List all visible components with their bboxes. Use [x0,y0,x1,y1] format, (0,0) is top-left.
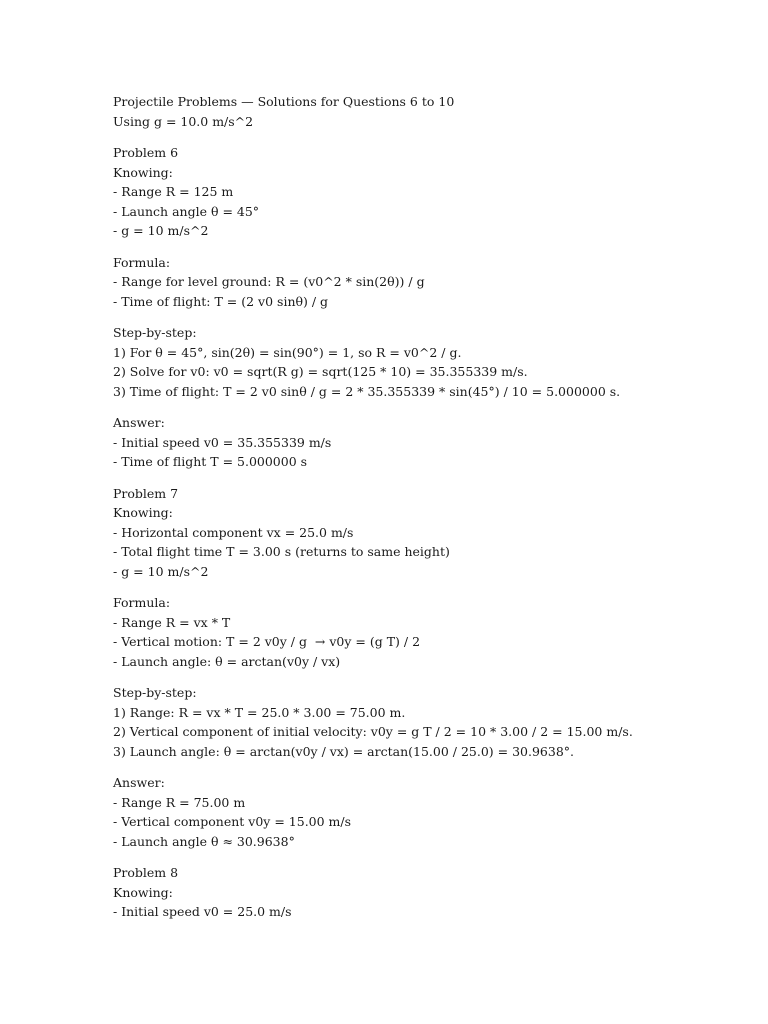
knowing-item: - Horizontal component vx = 25.0 m/s [113,524,354,540]
step-item: 3) Time of flight: T = 2 v0 sinθ / g = 2 * 35.355339 * sin(45°) / 10 = 5.000000 s. [113,383,621,399]
step-item: 3) Launch angle: θ = arctan(v0y / vx) = arctan(15.00 / 25.0) = 30.9638°. [113,743,575,759]
knowing-item: - Launch angle θ = 45° [113,203,260,219]
formula-label: Formula: [113,254,171,270]
step-item: 2) Solve for v0: v0 = sqrt(R g) = sqrt(125 * 10) = 35.355339 m/s. [113,364,528,379]
problem-6-heading: Problem 6 [113,145,179,160]
knowing-label: Knowing: [113,164,173,180]
knowing-item: - Initial speed v0 = 25.0 m/s [113,904,292,919]
knowing-item: - g = 10 m/s^2 [113,223,209,238]
gravity-note: Using g = 10.0 m/s^2 [113,113,254,129]
formula-item: - Time of flight: T = (2 v0 sinθ) / g [113,293,329,309]
answer-item: - Initial speed v0 = 35.355339 m/s [113,434,332,450]
answer-item: - Range R = 75.00 m [113,794,246,810]
formula-label: Formula: [113,595,171,610]
formula-item: - Range R = vx * T [113,614,231,630]
answer-item: - Launch angle θ ≈ 30.9638° [113,833,295,849]
document-page [113,92,733,922]
knowing-label: Knowing: [113,505,173,520]
answer-label: Answer: [113,415,165,430]
knowing-item: - Total flight time T = 3.00 s (returns to same height) [113,544,450,559]
knowing-label: Knowing: [113,884,173,900]
step-item: 2) Vertical component of initial velocity: v0y = g T / 2 = 10 * 3.00 / 2 = 15.00 m/s. [113,724,633,739]
answer-item: - Vertical component v0y = 15.00 m/s [113,814,352,829]
formula-item: - Launch angle: θ = arctan(v0y / vx) [113,653,341,669]
steps-label: Step-by-step: [113,325,197,340]
answer-item: - Time of flight T = 5.000000 s [113,454,308,469]
knowing-item: - g = 10 m/s^2 [113,563,209,579]
problem-7-heading: Problem 7 [113,485,179,501]
answer-label: Answer: [113,775,165,790]
formula-item: - Range for level ground: R = (v0^2 * sin(2θ)) / g [113,274,425,289]
step-item: 1) For θ = 45°, sin(2θ) = sin(90°) = 1, so R = v0^2 / g. [113,344,462,360]
problem-8-heading: Problem 8 [113,865,179,880]
knowing-item: - Range R = 125 m [113,184,234,199]
formula-item: - Vertical motion: T = 2 v0y / g → v0y = (g T) / 2 [113,634,421,649]
document-title: Projectile Problems — Solutions for Questions 6 to 10 [113,94,455,109]
step-item: 1) Range: R = vx * T = 25.0 * 3.00 = 75.00 m. [113,704,406,720]
steps-label: Step-by-step: [113,685,197,700]
